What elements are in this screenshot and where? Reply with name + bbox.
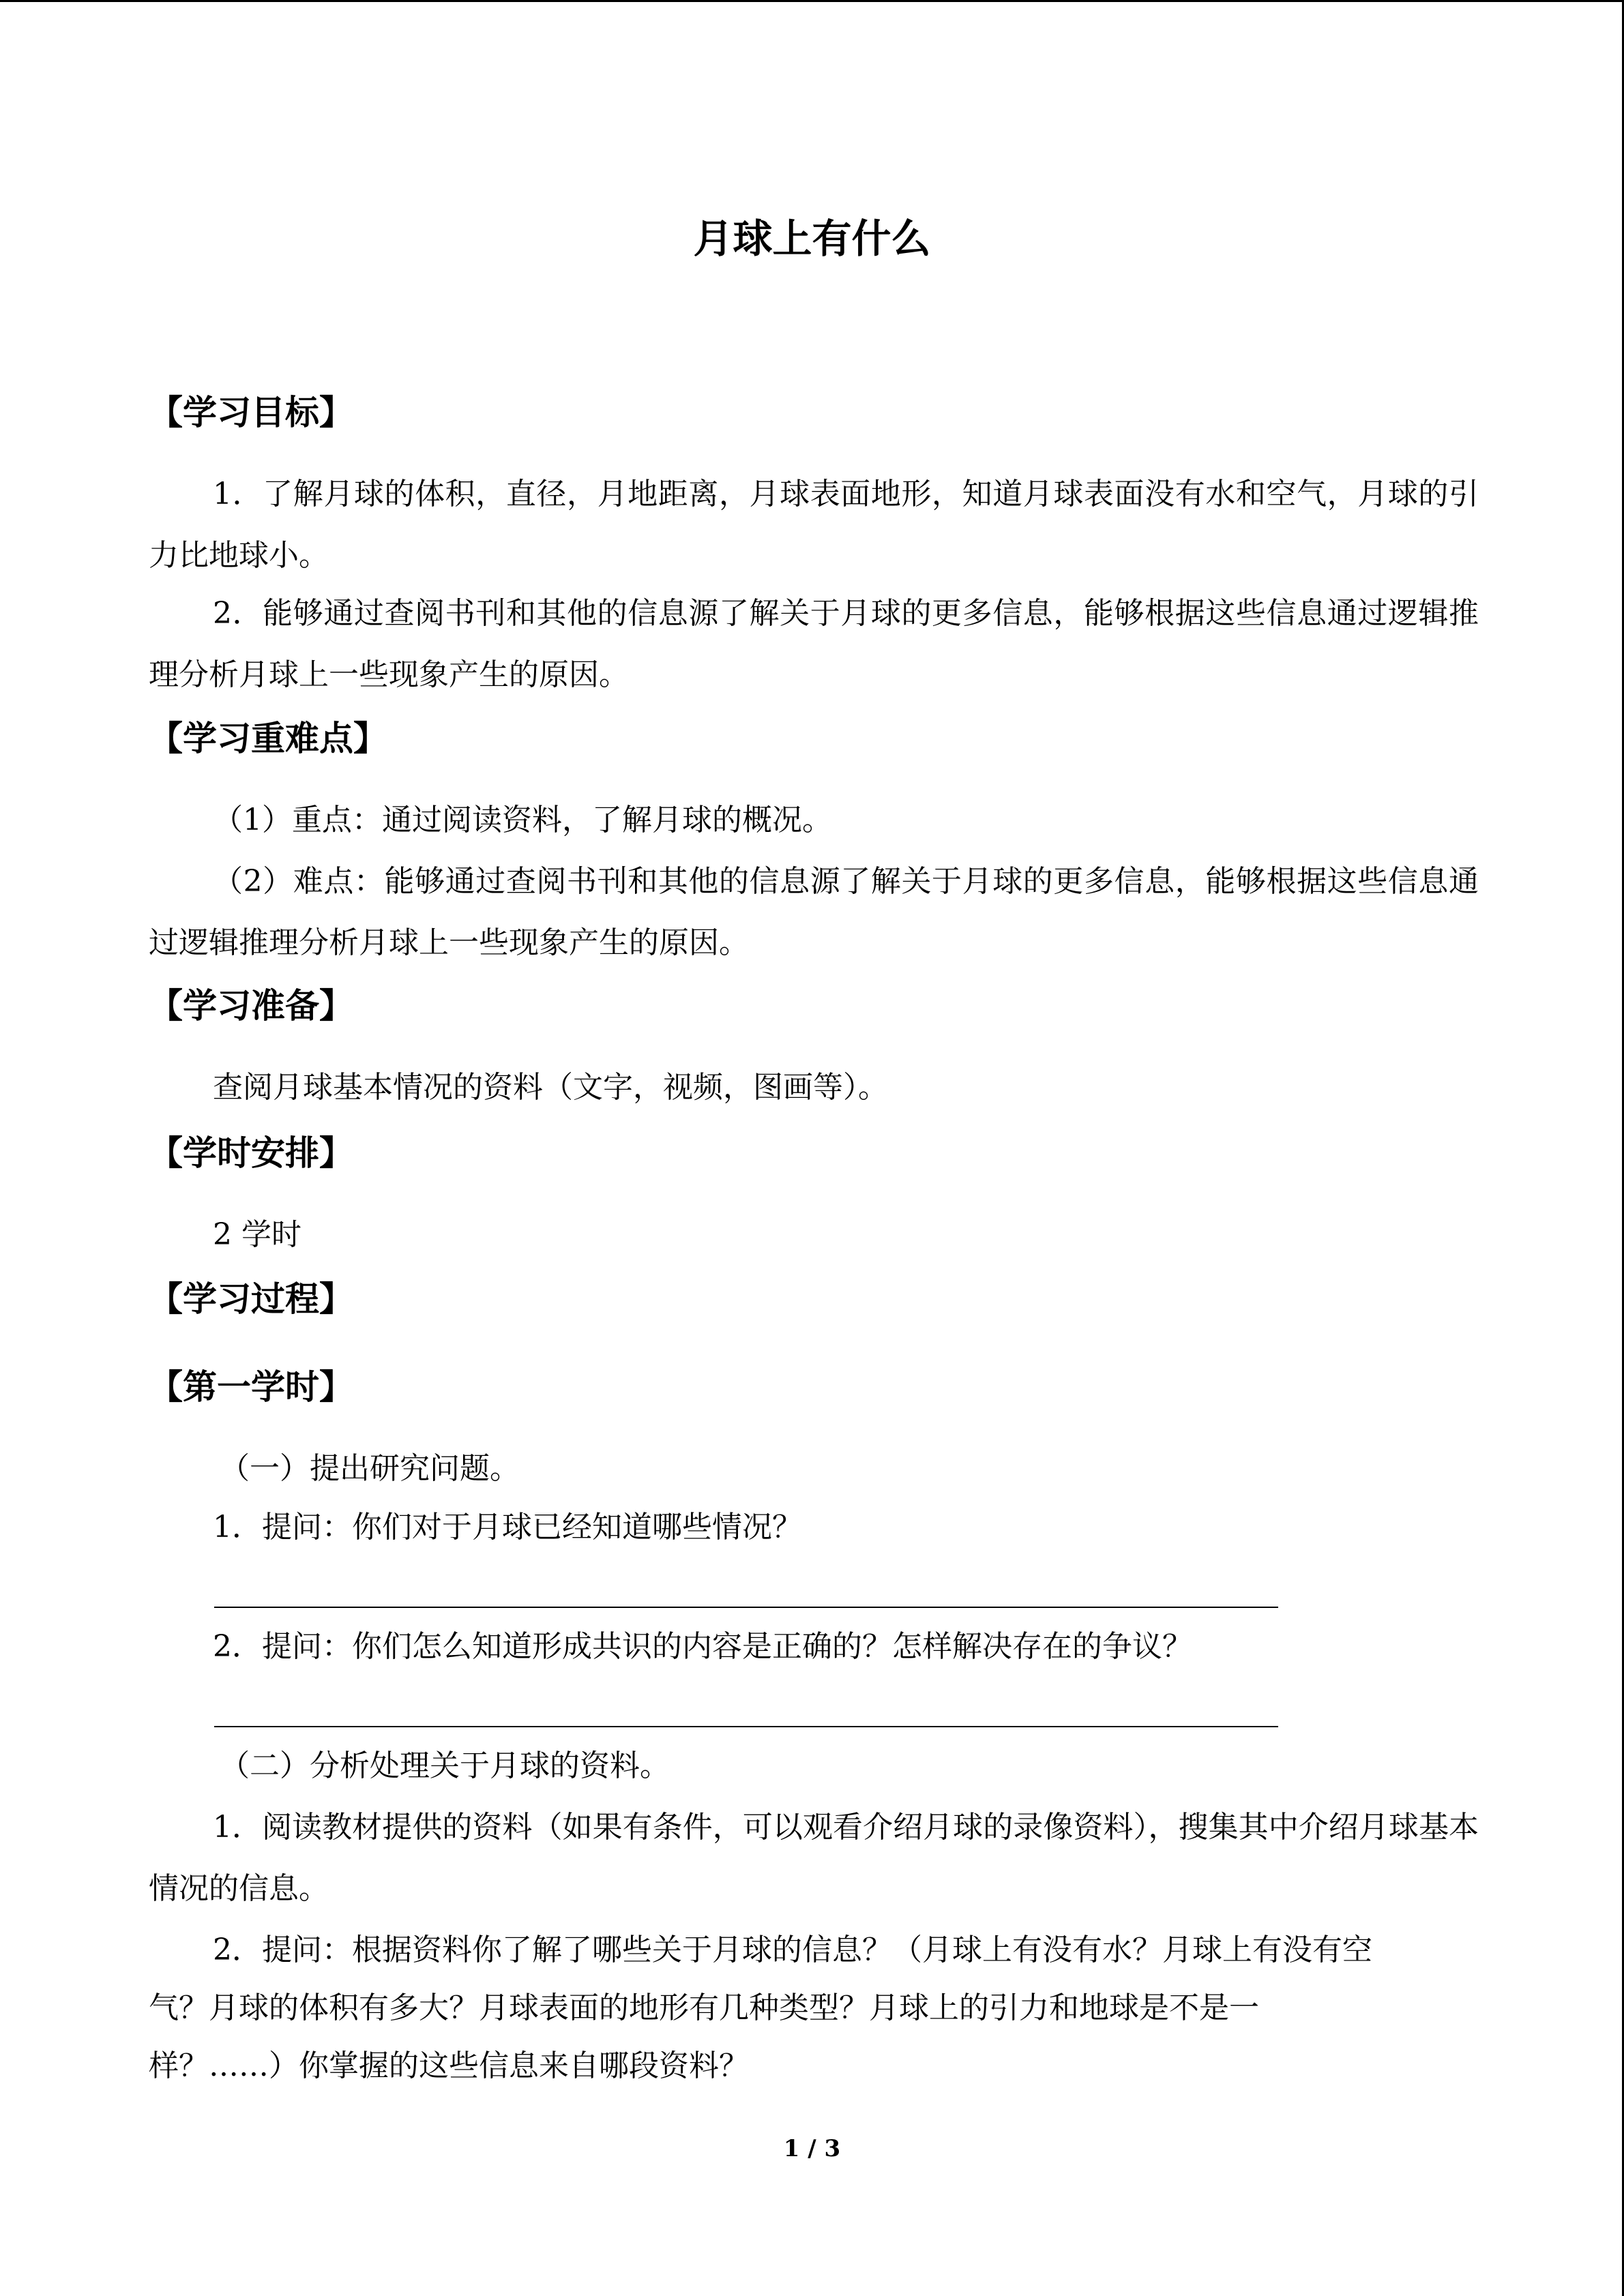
part-two-title: （二）分析处理关于月球的资料。 <box>220 1748 670 1783</box>
heading-process: 【学习过程】 <box>149 1279 353 1319</box>
part-two-item-1: 1．阅读教材提供的资料（如果有条件，可以观看介绍月球的录像资料），搜集其中介绍月球基本情况的信息。 <box>149 1810 1479 1906</box>
answer-line-2 <box>214 1726 1278 1727</box>
heading-lesson-one: 【第一学时】 <box>149 1367 353 1407</box>
objective-item-1: 1．了解月球的体积，直径，月地距离，月球表面地形，知道月球表面没有水和空气，月球的引力比地球小。 <box>149 477 1479 573</box>
part-two-item-2-line-1: 2．提问：根据资料你了解了哪些关于月球的信息？（月球上有没有水？月球上有没有空 <box>213 1933 1372 1967</box>
part-two-item-2-line-3: 样？……）你掌握的这些信息来自哪段资料？ <box>149 2048 749 2083</box>
objective-item-2: 2．能够通过查阅书刊和其他的信息源了解关于月球的更多信息，能够根据这些信息通过逻辑推理分析月球上一些现象产生的原因。 <box>149 596 1479 692</box>
key-point-item-2: （2）难点：能够通过查阅书刊和其他的信息源了解关于月球的更多信息，能够根据这些信息通过逻辑推理分析月球上一些现象产生的原因。 <box>149 864 1479 960</box>
schedule-text: 2 学时 <box>213 1217 301 1252</box>
key-point-item-1: （1）重点：通过阅读资料，了解月球的概况。 <box>213 803 832 837</box>
part-two-item-2-line-2: 气？月球的体积有多大？月球表面的地形有几种类型？月球上的引力和地球是不是一 <box>149 1991 1259 2025</box>
heading-objectives: 【学习目标】 <box>149 393 353 432</box>
heading-preparation: 【学习准备】 <box>149 986 353 1026</box>
heading-schedule: 【学时安排】 <box>149 1133 353 1173</box>
page-number: 1 / 3 <box>783 2135 841 2162</box>
preparation-text: 查阅月球基本情况的资料（文字，视频，图画等）。 <box>213 1070 888 1105</box>
answer-line-1 <box>214 1607 1278 1608</box>
document-title: 月球上有什么 <box>693 215 931 262</box>
page-top-border <box>0 0 1624 2</box>
question-2: 2．提问：你们怎么知道形成共识的内容是正确的？怎样解决存在的争议？ <box>213 1629 1192 1664</box>
heading-key-points: 【学习重难点】 <box>149 719 387 758</box>
question-1: 1．提问：你们对于月球已经知道哪些情况？ <box>213 1510 802 1545</box>
part-one-title: （一）提出研究问题。 <box>220 1451 520 1486</box>
